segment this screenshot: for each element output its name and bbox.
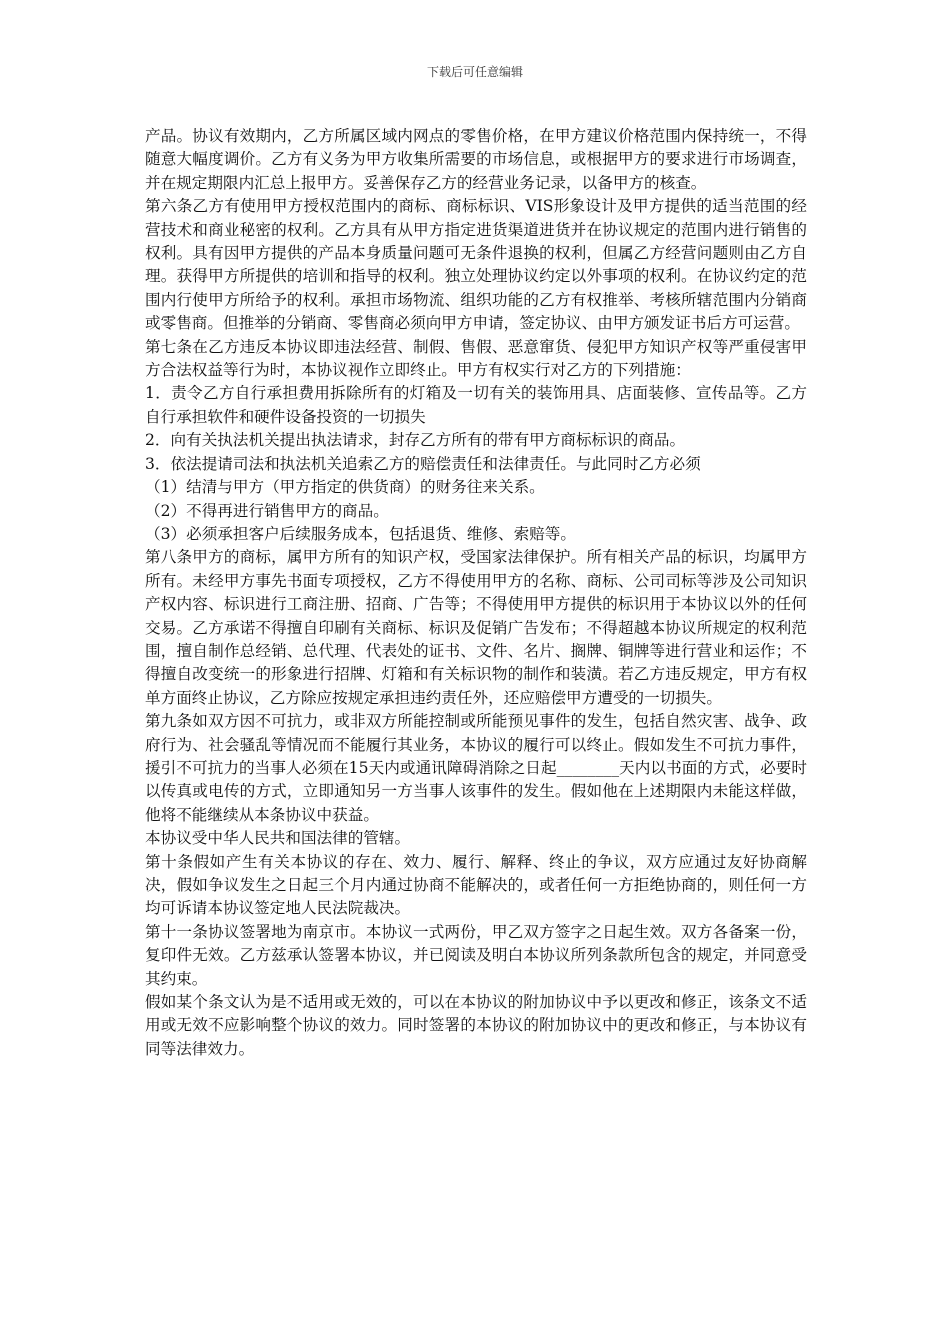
paragraph-sub-item-1: （1）结清与甲方（甲方指定的供货商）的财务往来关系。	[145, 478, 545, 497]
paragraph-article-10: 第十条假如产生有关本协议的存在、效力、履行、解释、终止的争议，双方应通过友好协商解决，假如争议发生之日起三个月内通过协商不能解决的，或者任何一方拒绝协商的，则任何一方均可诉请本协议签定地人民法院裁决。	[145, 852, 807, 918]
paragraph-article-11: 第十一条协议签署地为南京市。本协议一式两份，甲乙双方签字之日起生效。双方各备案一份，复印件无效。乙方兹承认签署本协议，并已阅读及明白本协议所列条款所包含的规定，并同意受其约束。	[145, 922, 807, 988]
paragraph-article-6: 第六条乙方有使用甲方授权范围内的商标、商标标识、VIS形象设计及甲方提供的适当范围的经营技术和商业秘密的权利。乙方具有从甲方指定进货渠道进货并在协议规定的范围内进行销售的权利。具有因甲方提供的产品本身质量问题可无条件退换的权利，但属乙方经营问题则由乙方自理。获得甲方所提供的培训和指导的权利。独立处理协议约定以外事项的权利。在协议约定的范围内行使甲方所给予的权利。承担市场物流、组织功能的乙方有权推举、考核所辖范围内分销商或零售商。但推举的分销商、零售商必须向甲方申请，签定协议、由甲方颁发证书后方可运营。	[145, 197, 807, 333]
page-header: 下载后可任意编辑	[426, 65, 523, 79]
paragraph-governing-law: 本协议受中华人民共和国法律的管辖。	[145, 829, 411, 848]
paragraph-sub-item-3: （3）必须承担客户后续服务成本，包括退货、维修、索赔等。	[145, 524, 576, 543]
paragraph-severability: 假如某个条文认为是不适用或无效的，可以在本协议的附加协议中予以更改和修正，该条文不适用或无效不应影响整个协议的效力。同时签署的本协议的附加协议中的更改和修正，与本协议有同等法律效力。	[145, 993, 807, 1058]
document-body	[145, 125, 807, 1061]
paragraph-measure-3: 3．依法提请司法和执法机关追索乙方的赔偿责任和法律责任。与此同时乙方必须	[145, 454, 701, 473]
paragraph-article-9: 第九条如双方因不可抗力，或非双方所能控制或所能预见事件的发生，包括自然灾害、战争、政府行为、社会骚乱等情况而不能履行其业务，本协议的履行可以终止。假如发生不可抗力事件，援引不可抗力的当事人必须在15天内或通讯障碍消除之日起________天内以书面的方式，必要时以传真或电传的方式，立即通知另一方当事人该事件的发生。假如他在上述期限内未能这样做，他将不能继续从本条协议中获益。	[145, 712, 807, 824]
paragraph-article-8: 第八条甲方的商标，属甲方所有的知识产权，受国家法律保护。所有相关产品的标识，均属甲方所有。未经甲方事先书面专项授权，乙方不得使用甲方的名称、商标、公司司标等涉及公司知识产权内容、标识进行工商注册、招商、广告等；不得使用甲方提供的标识用于本协议以外的任何交易。乙方承诺不得擅自印刷有关商标、标识及促销广告发布；不得超越本协议所规定的权利范围，擅自制作总经销、总代理、代表处的证书、文件、名片、搁牌、铜牌等进行营业和运作；不得擅自改变统一的形象进行招牌、灯箱和有关标识物的制作和装潢。若乙方违反规定，甲方有权单方面终止协议，乙方除应按规定承担违约责任外，还应赔偿甲方遭受的一切损失。	[145, 548, 807, 707]
paragraph-article-7: 第七条在乙方违反本协议即违法经营、制假、售假、恶意窜货、侵犯甲方知识产权等严重侵害甲方合法权益等行为时，本协议视作立即终止。甲方有权实行对乙方的下列措施：	[145, 337, 807, 380]
paragraph-measure-2: 2．向有关执法机关提出执法请求，封存乙方所有的带有甲方商标标识的商品。	[145, 431, 686, 450]
paragraph-sub-item-2: （2）不得再进行销售甲方的商品。	[145, 501, 389, 520]
paragraph-measure-1: 1．责令乙方自行承担费用拆除所有的灯箱及一切有关的装饰用具、店面装修、宣传品等。乙方自行承担软件和硬件设备投资的一切损失	[145, 384, 807, 426]
paragraph-intro-continuation: 产品。协议有效期内，乙方所属区域内网点的零售价格，在甲方建议价格范围内保持统一，不得随意大幅度调价。乙方有义务为甲方收集所需要的市场信息，或根据甲方的要求进行市场调查，并在规定期限内汇总上报甲方。妥善保存乙方的经营业务记录，以备甲方的核查。	[145, 127, 807, 192]
